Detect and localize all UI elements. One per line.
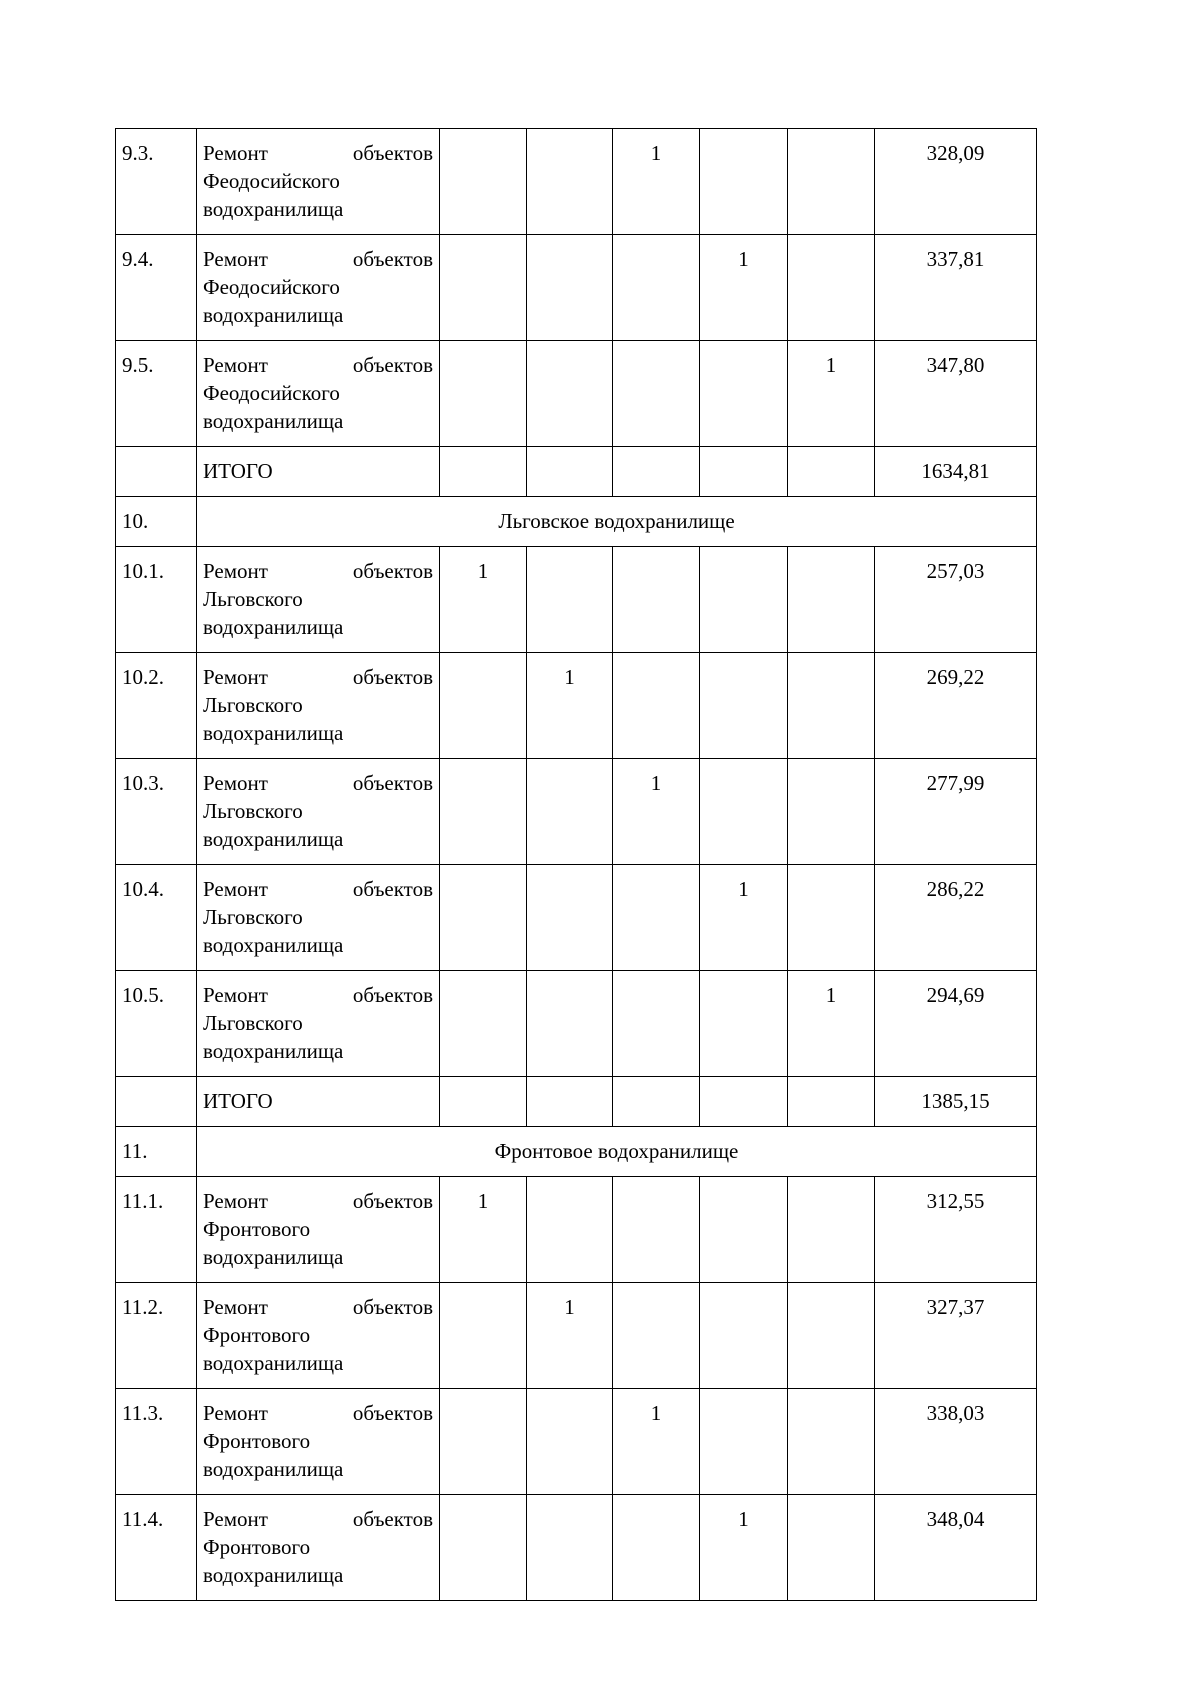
year-mark-cell	[700, 1177, 788, 1283]
description-line: Фронтового	[203, 1535, 311, 1559]
year-mark-cell	[700, 1077, 788, 1127]
row-description-cell	[197, 235, 440, 341]
amount-cell: 257,03	[875, 547, 1037, 653]
description-word: объектов	[352, 1507, 433, 1531]
description-first-line	[203, 663, 433, 691]
year-mark-cell	[613, 1177, 700, 1283]
description-word: объектов	[352, 983, 433, 1007]
amount-cell: 338,03	[875, 1389, 1037, 1495]
row-number-cell: 11.2.	[116, 1283, 197, 1389]
description-word: объектов	[352, 877, 433, 901]
table-row	[116, 1283, 1037, 1389]
year-mark-cell	[788, 653, 875, 759]
row-description-cell	[197, 971, 440, 1077]
section-title-cell: Льговское водохранилище	[197, 497, 1037, 547]
year-mark-cell	[440, 971, 527, 1077]
table-row	[116, 653, 1037, 759]
year-mark-cell	[788, 759, 875, 865]
year-mark-cell: 1	[613, 129, 700, 235]
row-number-cell: 9.5.	[116, 341, 197, 447]
description-word: Ремонт	[203, 1507, 268, 1531]
row-description-cell	[197, 129, 440, 235]
description-word: объектов	[352, 247, 433, 271]
year-mark-cell	[613, 547, 700, 653]
row-description-cell	[197, 865, 440, 971]
year-mark-cell: 1	[527, 653, 613, 759]
description-line: водохранилища	[203, 721, 344, 745]
year-mark-cell	[440, 1077, 527, 1127]
year-mark-cell	[613, 235, 700, 341]
description-line: водохранилища	[203, 1351, 344, 1375]
description-first-line	[203, 1187, 433, 1215]
row-description-cell	[197, 653, 440, 759]
year-mark-cell	[788, 447, 875, 497]
amount-cell: 294,69	[875, 971, 1037, 1077]
description-line: водохранилища	[203, 1245, 344, 1269]
amount-cell: 348,04	[875, 1495, 1037, 1601]
year-mark-cell: 1	[440, 1177, 527, 1283]
total-row	[116, 1077, 1037, 1127]
year-mark-cell	[527, 1389, 613, 1495]
year-mark-cell	[527, 1177, 613, 1283]
description-word: объектов	[352, 1401, 433, 1425]
description-word: Ремонт	[203, 1401, 268, 1425]
row-description-cell	[197, 1389, 440, 1495]
description-word: Ремонт	[203, 1295, 268, 1319]
section-number-cell: 10.	[116, 497, 197, 547]
year-mark-cell	[440, 129, 527, 235]
table-row	[116, 547, 1037, 653]
year-mark-cell	[527, 1077, 613, 1127]
section-header-row	[116, 497, 1037, 547]
year-mark-cell	[613, 1495, 700, 1601]
year-mark-cell	[440, 341, 527, 447]
description-first-line	[203, 1293, 433, 1321]
year-mark-cell	[700, 447, 788, 497]
description-word: Ремонт	[203, 1189, 268, 1213]
description-word: объектов	[352, 665, 433, 689]
year-mark-cell	[788, 1283, 875, 1389]
description-line: Льговского	[203, 1011, 303, 1035]
amount-cell: 337,81	[875, 235, 1037, 341]
year-mark-cell	[527, 971, 613, 1077]
row-number-cell: 9.3.	[116, 129, 197, 235]
amount-cell: 347,80	[875, 341, 1037, 447]
description-first-line	[203, 139, 433, 167]
section-number-cell: 11.	[116, 1127, 197, 1177]
description-line: Феодосийского	[203, 381, 340, 405]
row-number-cell: 10.5.	[116, 971, 197, 1077]
description-line: водохранилища	[203, 827, 344, 851]
description-word: Ремонт	[203, 353, 268, 377]
year-mark-cell	[527, 547, 613, 653]
year-mark-cell	[527, 447, 613, 497]
description-word: объектов	[352, 771, 433, 795]
amount-cell: 286,22	[875, 865, 1037, 971]
table-row	[116, 759, 1037, 865]
description-line: водохранилища	[203, 1457, 344, 1481]
description-line: Фронтового	[203, 1429, 311, 1453]
year-mark-cell	[527, 865, 613, 971]
table-row	[116, 971, 1037, 1077]
year-mark-cell	[613, 865, 700, 971]
year-mark-cell: 1	[527, 1283, 613, 1389]
description-first-line	[203, 981, 433, 1009]
year-mark-cell: 1	[700, 235, 788, 341]
description-first-line	[203, 245, 433, 273]
year-mark-cell	[700, 759, 788, 865]
row-number-cell: 10.1.	[116, 547, 197, 653]
description-word: объектов	[352, 559, 433, 583]
total-label-cell: ИТОГО	[197, 447, 440, 497]
description-first-line	[203, 557, 433, 585]
year-mark-cell	[613, 1077, 700, 1127]
section-title-cell: Фронтовое водохранилище	[197, 1127, 1037, 1177]
description-line: водохранилища	[203, 409, 344, 433]
row-number-cell: 11.4.	[116, 1495, 197, 1601]
description-line: Льговского	[203, 905, 303, 929]
year-mark-cell	[700, 547, 788, 653]
year-mark-cell	[788, 1389, 875, 1495]
total-row	[116, 447, 1037, 497]
row-number-cell: 10.4.	[116, 865, 197, 971]
year-mark-cell: 1	[788, 971, 875, 1077]
year-mark-cell: 1	[613, 1389, 700, 1495]
year-mark-cell	[440, 235, 527, 341]
year-mark-cell	[440, 759, 527, 865]
description-line: Льговского	[203, 799, 303, 823]
description-line: Льговского	[203, 693, 303, 717]
row-description-cell	[197, 1495, 440, 1601]
row-number-cell: 11.3.	[116, 1389, 197, 1495]
row-description-cell	[197, 759, 440, 865]
total-amount-cell: 1634,81	[875, 447, 1037, 497]
description-word: Ремонт	[203, 877, 268, 901]
amount-cell: 312,55	[875, 1177, 1037, 1283]
total-amount-cell: 1385,15	[875, 1077, 1037, 1127]
year-mark-cell: 1	[440, 547, 527, 653]
row-number-cell: 9.4.	[116, 235, 197, 341]
description-word: Ремонт	[203, 247, 268, 271]
year-mark-cell	[613, 447, 700, 497]
description-word: объектов	[352, 1189, 433, 1213]
description-word: объектов	[352, 1295, 433, 1319]
year-mark-cell	[440, 865, 527, 971]
description-line: Льговского	[203, 587, 303, 611]
description-line: водохранилища	[203, 615, 344, 639]
description-word: Ремонт	[203, 141, 268, 165]
row-number-cell: 11.1.	[116, 1177, 197, 1283]
year-mark-cell	[700, 1389, 788, 1495]
description-word: объектов	[352, 141, 433, 165]
description-first-line	[203, 769, 433, 797]
table-row	[116, 235, 1037, 341]
description-word: Ремонт	[203, 983, 268, 1007]
amount-cell: 328,09	[875, 129, 1037, 235]
table-body	[116, 129, 1037, 1601]
table-row	[116, 341, 1037, 447]
description-line: водохранилища	[203, 303, 344, 327]
row-number-cell: 10.3.	[116, 759, 197, 865]
year-mark-cell	[527, 129, 613, 235]
year-mark-cell	[788, 1177, 875, 1283]
description-line: водохранилища	[203, 1039, 344, 1063]
description-first-line	[203, 1399, 433, 1427]
year-mark-cell	[613, 971, 700, 1077]
budget-table	[115, 128, 1037, 1601]
year-mark-cell: 1	[613, 759, 700, 865]
year-mark-cell: 1	[788, 341, 875, 447]
row-description-cell	[197, 547, 440, 653]
description-line: Фронтового	[203, 1217, 311, 1241]
year-mark-cell	[440, 1495, 527, 1601]
amount-cell: 327,37	[875, 1283, 1037, 1389]
row-number-cell	[116, 447, 197, 497]
description-word: Ремонт	[203, 771, 268, 795]
year-mark-cell	[700, 129, 788, 235]
row-description-cell	[197, 1283, 440, 1389]
table-row	[116, 1389, 1037, 1495]
row-description-cell	[197, 1177, 440, 1283]
year-mark-cell	[788, 1077, 875, 1127]
description-line: водохранилища	[203, 933, 344, 957]
year-mark-cell	[788, 547, 875, 653]
year-mark-cell	[700, 653, 788, 759]
description-first-line	[203, 351, 433, 379]
table-row	[116, 1495, 1037, 1601]
table-row	[116, 129, 1037, 235]
year-mark-cell	[700, 971, 788, 1077]
year-mark-cell	[700, 341, 788, 447]
year-mark-cell	[788, 129, 875, 235]
description-line: Фронтового	[203, 1323, 311, 1347]
year-mark-cell	[440, 447, 527, 497]
year-mark-cell	[440, 1283, 527, 1389]
section-header-row	[116, 1127, 1037, 1177]
year-mark-cell	[788, 1495, 875, 1601]
year-mark-cell	[613, 341, 700, 447]
year-mark-cell	[613, 653, 700, 759]
row-number-cell: 10.2.	[116, 653, 197, 759]
description-first-line	[203, 1505, 433, 1533]
description-line: водохранилища	[203, 197, 344, 221]
description-first-line	[203, 875, 433, 903]
year-mark-cell	[527, 341, 613, 447]
description-word: объектов	[352, 353, 433, 377]
description-line: Феодосийского	[203, 275, 340, 299]
year-mark-cell	[700, 1283, 788, 1389]
table-row	[116, 1177, 1037, 1283]
year-mark-cell	[613, 1283, 700, 1389]
year-mark-cell	[527, 235, 613, 341]
description-line: Феодосийского	[203, 169, 340, 193]
year-mark-cell	[788, 235, 875, 341]
year-mark-cell: 1	[700, 865, 788, 971]
year-mark-cell: 1	[700, 1495, 788, 1601]
year-mark-cell	[788, 865, 875, 971]
amount-cell: 277,99	[875, 759, 1037, 865]
table-row	[116, 865, 1037, 971]
row-number-cell	[116, 1077, 197, 1127]
description-line: водохранилища	[203, 1563, 344, 1587]
year-mark-cell	[527, 1495, 613, 1601]
description-word: Ремонт	[203, 559, 268, 583]
amount-cell: 269,22	[875, 653, 1037, 759]
year-mark-cell	[440, 653, 527, 759]
year-mark-cell	[440, 1389, 527, 1495]
total-label-cell: ИТОГО	[197, 1077, 440, 1127]
year-mark-cell	[527, 759, 613, 865]
description-word: Ремонт	[203, 665, 268, 689]
row-description-cell	[197, 341, 440, 447]
